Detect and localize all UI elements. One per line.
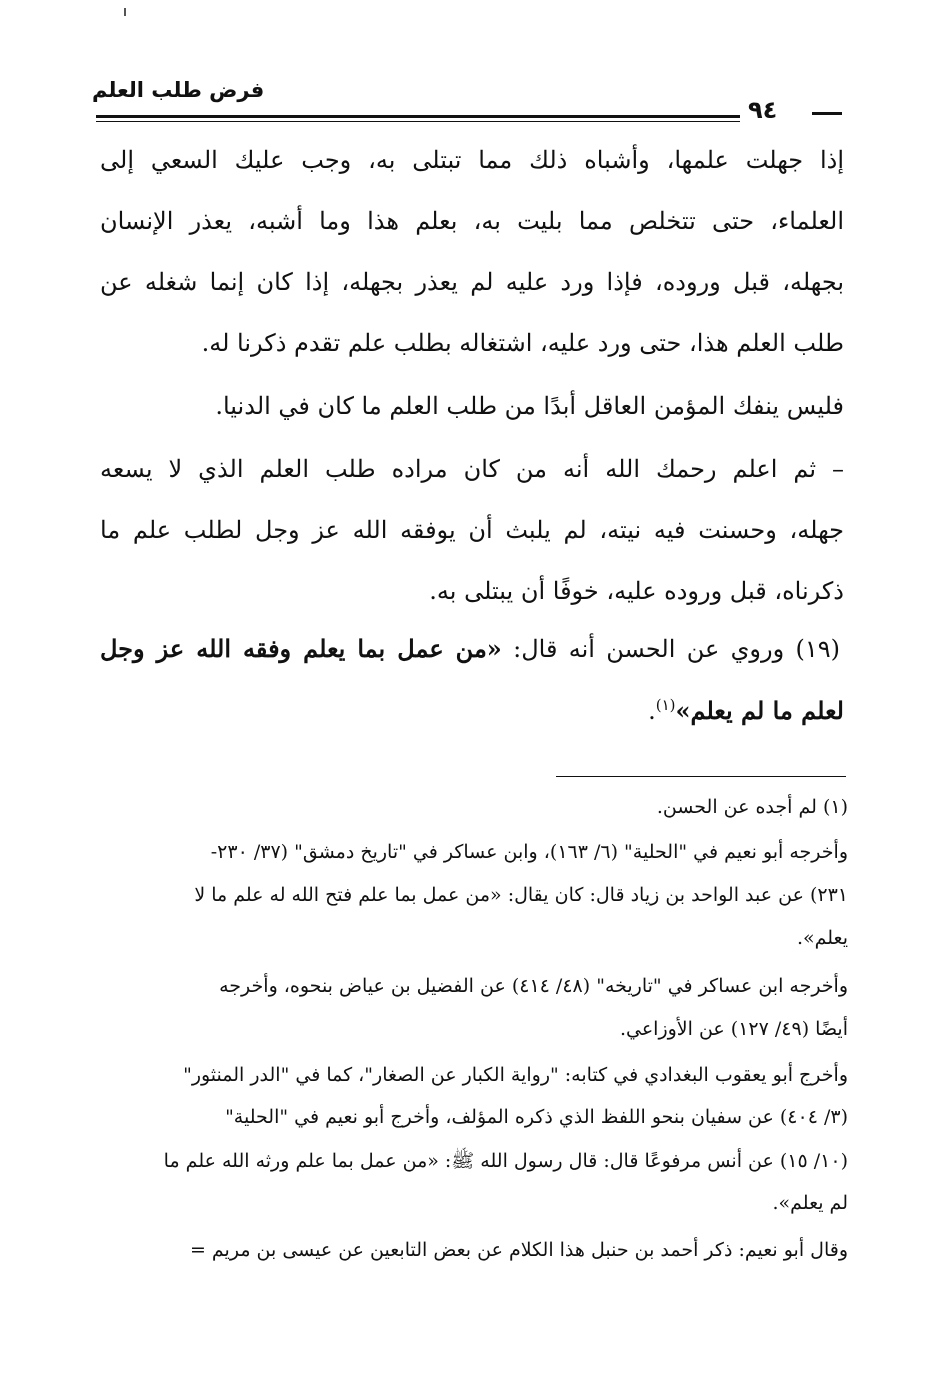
footnote-line: وأخرجه ابن عساكر في "تاريخه" (٤٨/ ٤١٤) عن الفضيل بن عياض بنحوه، وأخرجه [219, 975, 848, 997]
scan-mark [124, 8, 126, 16]
footnote-line: وأخرج أبو يعقوب البغدادي في كتابه: "رواية الكبار عن الصغار"، كما في "الدر المنثور" [183, 1064, 848, 1086]
footnote-line: وقال أبو نعيم: ذكر أحمد بن حنبل هذا الكلام عن بعض التابعين عن عيسى بن مريم = [189, 1239, 848, 1261]
header-rule-thick [96, 115, 740, 118]
narration-end: . [648, 697, 656, 725]
narration-intro: (١٩) وروي عن الحسن أنه قال: [501, 635, 840, 663]
body-line: جهله، وحسنت فيه نيته، لم يلبث أن يوفقه الله عز وجل لطلب علم ما [100, 516, 844, 544]
footnote-line: (٣/ ٤٠٤) عن سفيان بنحو اللفظ الذي ذكره المؤلف، وأخرج أبو نعيم في "الحلية" [225, 1106, 848, 1128]
footnote-line: (١٠/ ١٥) عن أنس مرفوعًا قال: قال رسول الله ﷺ: «من عمل بما علم ورثه الله علم ما [163, 1150, 848, 1172]
narration-line [100, 634, 840, 663]
body-line: طلب العلم هذا، حتى ورد عليه، اشتغاله بطلب علم تقدم ذكرنا له. [201, 329, 844, 357]
footnote-line: يعلم». [796, 927, 848, 949]
footnote-line: وأخرجه أبو نعيم في "الحلية" (٦/ ١٦٣)، وابن عساكر في "تاريخ دمشق" (٣٧/ ٢٣٠- [210, 841, 848, 863]
body-line: بجهله، قبل وروده، فإذا ورد عليه لم يعذر بجهله، إذا كان إنما شغله عن [100, 268, 844, 296]
header-dash [812, 112, 842, 115]
narration-quote: «من عمل بما يعلم وفقه الله عز وجل [100, 634, 502, 663]
footnote-separator [556, 776, 846, 777]
body-line: العلماء، حتى تتخلص مما بليت به، بعلم هذا وما أشبه، يعذر الإنسان [100, 207, 844, 235]
body-line: فليس ينفك المؤمن العاقل أبدًا من طلب العلم ما كان في الدنيا. [215, 392, 844, 420]
body-line: ذكرناه، قبل وروده عليه، خوفًا أن يبتلى به. [429, 577, 844, 605]
header-rule-thin [96, 121, 740, 122]
running-header-title: فرض طلب العلم [92, 78, 265, 102]
narration-quote-end: لعلم ما لم يعلم» [675, 696, 844, 725]
body-line: إذا جهلت علمها، وأشباه ذلك مما تبتلى به، وجب عليك السعي إلى [100, 146, 844, 174]
page-number: ٩٤ [748, 96, 778, 124]
body-line: – ثم اعلم رحمك الله أنه من كان مراده طلب العلم الذي لا يسعه [100, 455, 844, 483]
footnote-line: (١) لم أجده عن الحسن. [656, 796, 848, 818]
footnote-line: لم يعلم». [772, 1192, 848, 1214]
narration-line [100, 696, 844, 725]
footnote-line: أيضًا (٤٩/ ١٢٧) عن الأوزاعي. [619, 1018, 848, 1040]
footnote-line: ٢٣١) عن عبد الواحد بن زياد قال: كان يقال: «من عمل بما علم فتح الله له علم ما لا [194, 884, 848, 906]
footnote-ref: (١) [655, 696, 676, 714]
